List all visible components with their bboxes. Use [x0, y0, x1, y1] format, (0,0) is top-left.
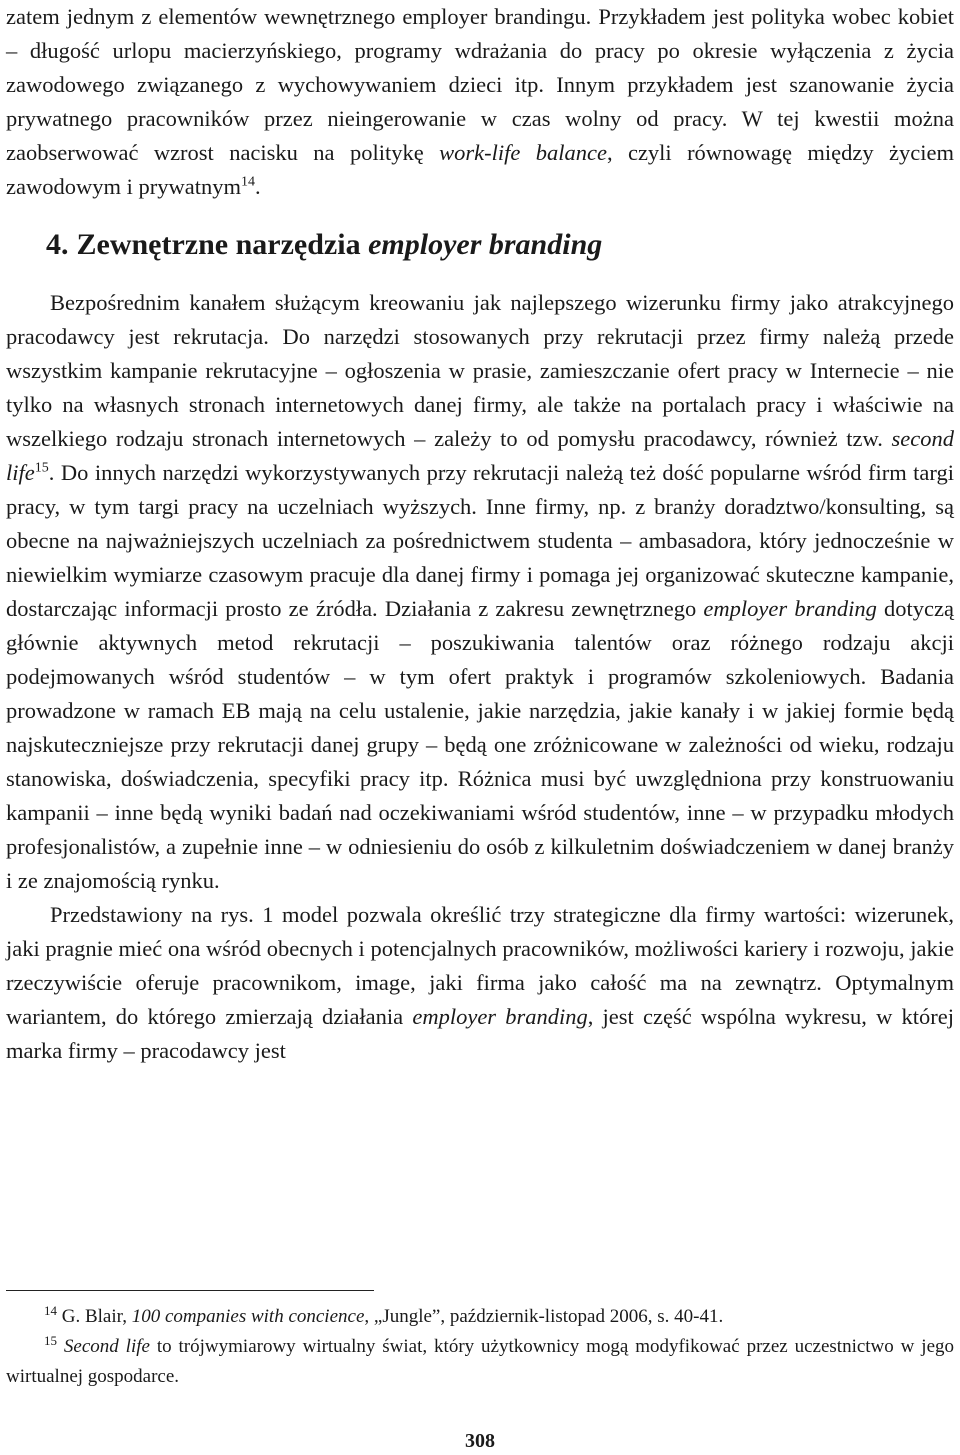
- paragraph-1-italic-term: work-life balance: [439, 140, 607, 165]
- paragraph-1-text-c: .: [254, 174, 261, 199]
- footnote-14: [6, 1302, 954, 1332]
- paragraph-2: [6, 286, 954, 898]
- section-number: 4.: [46, 228, 69, 261]
- footnote-ref-15[interactable]: 15: [34, 460, 49, 476]
- paragraph-3-text-b: , jest część wspólna wykresu, w której marka firmy – pracodawcy jest: [6, 1004, 954, 1063]
- section-title: Zewnętrzne narzędzia: [76, 228, 369, 261]
- paragraph-1-text-b: , czyli równowagę między życiem zawodowym i prywatnym: [6, 140, 954, 199]
- paragraph-2-text-b: . Do innych narzędzi wykorzystywanych przy rekrutacji należą też dość popularne wśród firm targi pracy, w tym targi pracy na uczelniach wyższych. Inne firmy, np. z branży doradztwo/konsulting, są obecne na najważniejszych uczelniach za pośrednictwem studenta – ambasadora, który jednocześnie w niewielkim wymiarze czasowym pracuje dla danej firmy i pomaga jej organizować skuteczne kampanie, dostarczając informacji prosto ze źródła. Działania z zakresu zewnętrznego: [6, 460, 954, 621]
- paragraph-1: [6, 0, 954, 204]
- footnote-15-italic-term: Second life: [63, 1336, 150, 1357]
- paragraph-2-text-c: dotyczą głównie aktywnych metod rekrutacji – poszukiwania talentów oraz różnego rodzaju akcji podejmowanych wśród studentów – w tym ofert praktyk i programów szkoleniowych. Badania prowadzone w ramach EB mają na celu ustalenie, jakie narzędzia, jakie kanały i w jakiej formie będą najskuteczniejsze przy rekrutacji danej grupy – będą one zróżnicowane w zależności od wieku, rodzaju stanowiska, doświadczenia, specyfiki pracy itp. Różnica musi być uwzględniona przy konstruowaniu kampanii – inne będą wyniki badań nad oczekiwaniami wśród studentów, inne – w przypadku młodych profesjonalistów, a zupełnie inne – w odniesieniu do osób z kilkuletnim doświadczeniem w danej branży i ze znajomością rynku.: [6, 596, 954, 893]
- paragraph-1-text-a: zatem jednym z elementów wewnętrznego employer brandingu. Przykładem jest polityka wobec kobiet – długość urlopu macierzyńskiego, programy wdrażania do pracy po okresie wyłączenia z życia zawodowego związanego z wychowywaniem dzieci itp. Innym przykładem jest szanowanie życia prywatnego pracowników przez nieingerowanie w czas wolny od pracy. W tej kwestii można zaobserwować wzrost nacisku na politykę: [6, 4, 954, 165]
- page-body: [6, 0, 954, 1068]
- footnote-15: [6, 1332, 954, 1392]
- section-heading: [46, 226, 954, 264]
- section-title-italic: employer branding: [368, 228, 603, 261]
- footnote-14-text-b: , „Jungle”, październik-listopad 2006, s. 40-41.: [364, 1306, 724, 1327]
- paragraph-3-italic-term: employer branding: [412, 1004, 588, 1029]
- paragraph-2-italic-term-a: second life: [6, 426, 954, 485]
- footnote-15-text: to trójwymiarowy wirtualny świat, który użytkownicy mogą modyfikować przez uczestnictwo w jego wirtualnej gospodarce.: [6, 1336, 955, 1387]
- footnote-separator: [6, 1290, 374, 1291]
- footnote-14-text-a: G. Blair,: [57, 1306, 132, 1327]
- footnote-14-italic-title: 100 companies with concience: [131, 1306, 365, 1327]
- footnote-mark-15: 15: [44, 1332, 57, 1348]
- paragraph-2-italic-term-b: employer branding: [703, 596, 877, 621]
- footnotes: [6, 1302, 954, 1392]
- paragraph-2-text-a: Bezpośrednim kanałem służącym kreowaniu jak najlepszego wizerunku firmy jako atrakcyjnego pracodawcy jest rekrutacja. Do narzędzi stosowanych przy rekrutacji przez firmy należą przede wszystkim kampanie rekrutacyjne – ogłoszenia w prasie, zamieszczanie ofert pracy w Internecie – nie tylko na własnych stronach internetowych danej firmy, ale także na portalach pracy i właściwie na wszelkiego rodzaju stronach internetowych – zależy to od pomysłu pracodawcy, również tzw.: [6, 290, 954, 451]
- footnote-ref-14[interactable]: 14: [240, 174, 255, 190]
- footnote-mark-14: 14: [44, 1302, 57, 1318]
- paragraph-3: [6, 898, 954, 1068]
- paragraph-3-text-a: Przedstawiony na rys. 1 model pozwala określić trzy strategiczne dla firmy wartości: wizerunek, jaki pragnie mieć ona wśród obecnych i potencjalnych pracowników, możliwości kariery i rozwoju, jakie rzeczywiście oferuje pracownikom, image, jaki firma jako całość ma na zewnątrz. Optymalnym wariantem, do którego zmierzają działania: [6, 902, 954, 1029]
- page-number: 308: [465, 1430, 495, 1452]
